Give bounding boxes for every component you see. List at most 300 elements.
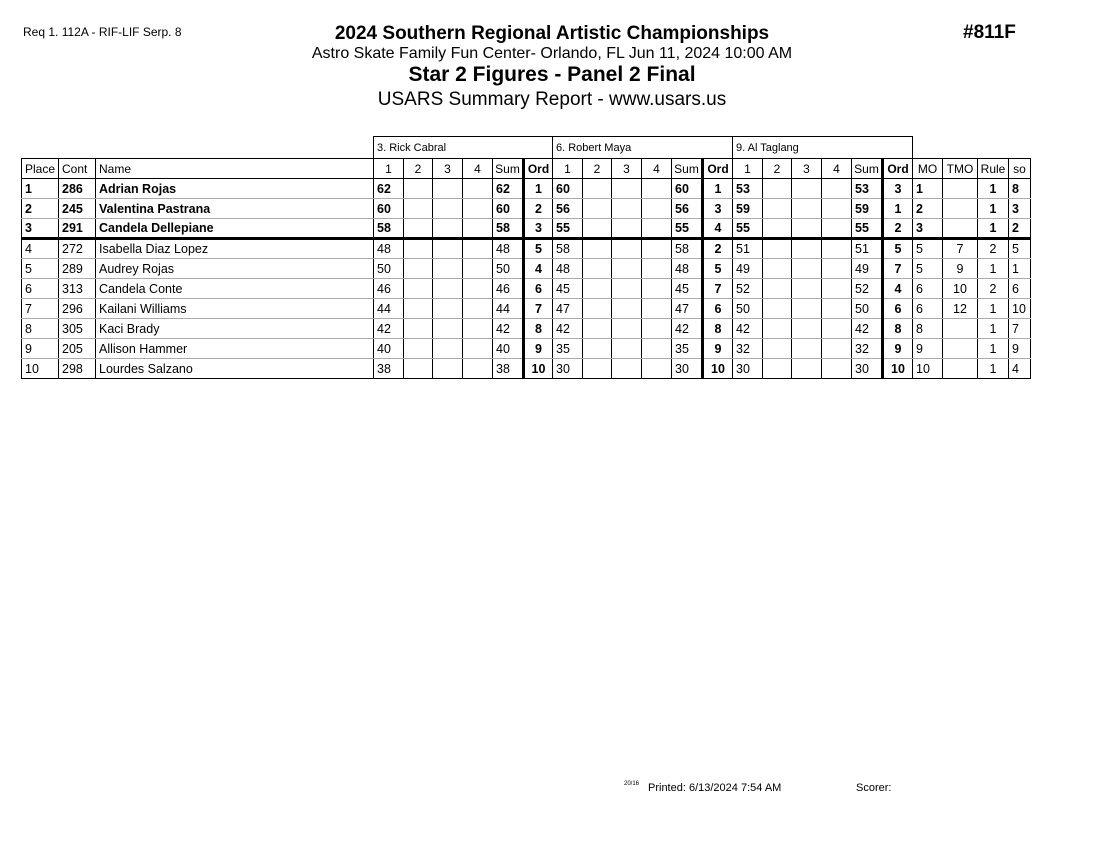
report-line: USARS Summary Report - www.usars.us [377, 89, 727, 110]
score-3-cell [433, 239, 463, 259]
score-3-cell [792, 179, 822, 199]
table-row [22, 179, 1031, 199]
tmo-cell [943, 219, 978, 239]
name-cell: Valentina Pastrana [96, 199, 374, 219]
score-4-cell [463, 179, 493, 199]
score-3-cell [612, 359, 642, 379]
score-4-cell [822, 319, 852, 339]
so-cell: 1 [1009, 259, 1031, 279]
score-2-cell [404, 199, 433, 219]
sum-cell: 52 [852, 279, 883, 299]
score-1-cell: 38 [374, 359, 404, 379]
place-cell: 9 [22, 339, 59, 359]
name-cell: Lourdes Salzano [96, 359, 374, 379]
score-1-cell: 60 [374, 199, 404, 219]
score-3-cell [792, 319, 822, 339]
score-1-cell: 59 [733, 199, 763, 219]
col-score: 2 [404, 159, 433, 179]
ord-cell: 4 [524, 259, 553, 279]
col-ord: Ord [703, 159, 733, 179]
score-4-cell [642, 179, 672, 199]
score-4-cell [642, 199, 672, 219]
sum-cell: 60 [672, 179, 703, 199]
score-3-cell [792, 359, 822, 379]
sum-cell: 59 [852, 199, 883, 219]
score-4-cell [463, 219, 493, 239]
so-cell: 10 [1009, 299, 1031, 319]
footer-code: 20/16 [624, 781, 640, 787]
tmo-cell: 9 [943, 259, 978, 279]
sum-cell: 47 [672, 299, 703, 319]
sum-cell: 48 [672, 259, 703, 279]
ord-cell: 6 [703, 299, 733, 319]
score-2-cell [763, 179, 792, 199]
ord-cell: 1 [883, 199, 913, 219]
score-1-cell: 55 [733, 219, 763, 239]
score-4-cell [463, 239, 493, 259]
tmo-cell [943, 199, 978, 219]
score-1-cell: 44 [374, 299, 404, 319]
ord-cell: 6 [883, 299, 913, 319]
score-3-cell [612, 319, 642, 339]
ord-cell: 8 [703, 319, 733, 339]
score-2-cell [583, 259, 612, 279]
col-score: 3 [792, 159, 822, 179]
sum-cell: 30 [852, 359, 883, 379]
score-4-cell [642, 239, 672, 259]
score-1-cell: 50 [733, 299, 763, 319]
col-score: 2 [763, 159, 792, 179]
place-cell: 4 [22, 239, 59, 259]
score-1-cell: 42 [374, 319, 404, 339]
sum-cell: 40 [493, 339, 524, 359]
place-cell: 8 [22, 319, 59, 339]
ord-cell: 10 [524, 359, 553, 379]
score-2-cell [404, 339, 433, 359]
score-2-cell [763, 339, 792, 359]
name-cell: Kaci Brady [96, 319, 374, 339]
sum-cell: 35 [672, 339, 703, 359]
score-2-cell [763, 219, 792, 239]
score-4-cell [822, 219, 852, 239]
score-1-cell: 35 [553, 339, 583, 359]
ord-cell: 4 [703, 219, 733, 239]
col-sum: Sum [672, 159, 703, 179]
score-2-cell [404, 359, 433, 379]
cont-cell: 272 [59, 239, 96, 259]
score-1-cell: 30 [553, 359, 583, 379]
score-4-cell [463, 319, 493, 339]
col-tmo: TMO [943, 159, 978, 179]
score-2-cell [583, 339, 612, 359]
table-row [22, 359, 1031, 379]
rule-cell: 2 [978, 279, 1009, 299]
score-2-cell [404, 259, 433, 279]
score-2-cell [583, 299, 612, 319]
score-4-cell [463, 199, 493, 219]
tmo-cell [943, 319, 978, 339]
ord-cell: 9 [703, 339, 733, 359]
rule-cell: 1 [978, 259, 1009, 279]
rule-cell: 1 [978, 199, 1009, 219]
score-1-cell: 50 [374, 259, 404, 279]
score-3-cell [612, 199, 642, 219]
score-1-cell: 62 [374, 179, 404, 199]
col-score: 3 [612, 159, 642, 179]
score-3-cell [433, 279, 463, 299]
sum-cell: 58 [493, 219, 524, 239]
tmo-cell [943, 339, 978, 359]
score-3-cell [433, 359, 463, 379]
so-cell: 7 [1009, 319, 1031, 339]
score-3-cell [433, 339, 463, 359]
ord-cell: 2 [883, 219, 913, 239]
place-cell: 6 [22, 279, 59, 299]
score-2-cell [583, 359, 612, 379]
event-name: Star 2 Figures - Panel 2 Final [408, 63, 696, 86]
score-4-cell [642, 359, 672, 379]
so-cell: 4 [1009, 359, 1031, 379]
col-so: so [1009, 159, 1031, 179]
score-4-cell [822, 339, 852, 359]
ord-cell: 5 [883, 239, 913, 259]
place-cell: 7 [22, 299, 59, 319]
rule-cell: 2 [978, 239, 1009, 259]
score-4-cell [642, 259, 672, 279]
score-4-cell [463, 359, 493, 379]
sum-cell: 38 [493, 359, 524, 379]
col-sum: Sum [493, 159, 524, 179]
score-4-cell [822, 179, 852, 199]
mo-cell: 5 [913, 239, 943, 259]
table-row [22, 339, 1031, 359]
cont-cell: 313 [59, 279, 96, 299]
score-2-cell [583, 319, 612, 339]
score-1-cell: 55 [553, 219, 583, 239]
score-3-cell [612, 239, 642, 259]
judge-header-row [22, 137, 1031, 159]
tmo-cell: 7 [943, 239, 978, 259]
so-cell: 8 [1009, 179, 1031, 199]
sum-cell: 50 [493, 259, 524, 279]
score-4-cell [642, 319, 672, 339]
score-1-cell: 48 [553, 259, 583, 279]
mo-cell: 1 [913, 179, 943, 199]
name-cell: Candela Dellepiane [96, 219, 374, 239]
col-rule: Rule [978, 159, 1009, 179]
score-1-cell: 32 [733, 339, 763, 359]
mo-cell: 5 [913, 259, 943, 279]
ord-cell: 10 [883, 359, 913, 379]
place-cell: 10 [22, 359, 59, 379]
score-1-cell: 47 [553, 299, 583, 319]
ord-cell: 7 [883, 259, 913, 279]
col-ord: Ord [883, 159, 913, 179]
rule-cell: 1 [978, 359, 1009, 379]
sum-cell: 62 [493, 179, 524, 199]
col-score: 4 [822, 159, 852, 179]
score-1-cell: 58 [553, 239, 583, 259]
score-1-cell: 45 [553, 279, 583, 299]
score-3-cell [433, 179, 463, 199]
venue-date-line: Astro Skate Family Fun Center- Orlando, FL Jun 11, 2024 10:00 AM [311, 45, 793, 62]
sum-cell: 48 [493, 239, 524, 259]
sum-cell: 42 [852, 319, 883, 339]
score-4-cell [642, 339, 672, 359]
rule-cell: 1 [978, 319, 1009, 339]
score-3-cell [792, 299, 822, 319]
cont-cell: 298 [59, 359, 96, 379]
score-1-cell: 42 [553, 319, 583, 339]
col-mo: MO [913, 159, 943, 179]
cont-cell: 305 [59, 319, 96, 339]
score-2-cell [763, 359, 792, 379]
cont-cell: 289 [59, 259, 96, 279]
tmo-cell: 12 [943, 299, 978, 319]
ord-cell: 7 [524, 299, 553, 319]
col-sum: Sum [852, 159, 883, 179]
name-cell: Adrian Rojas [96, 179, 374, 199]
sum-cell: 58 [672, 239, 703, 259]
score-1-cell: 60 [553, 179, 583, 199]
mo-cell: 2 [913, 199, 943, 219]
score-4-cell [822, 359, 852, 379]
score-2-cell [404, 219, 433, 239]
col-score: 1 [553, 159, 583, 179]
score-4-cell [642, 299, 672, 319]
score-1-cell: 49 [733, 259, 763, 279]
score-1-cell: 40 [374, 339, 404, 359]
place-cell: 5 [22, 259, 59, 279]
score-1-cell: 56 [553, 199, 583, 219]
request-label: Req 1. 112A - RIF-LIF Serp. 8 [23, 25, 182, 39]
score-3-cell [792, 219, 822, 239]
ord-cell: 2 [703, 239, 733, 259]
ord-cell: 3 [524, 219, 553, 239]
cont-cell: 286 [59, 179, 96, 199]
sum-cell: 53 [852, 179, 883, 199]
score-3-cell [792, 199, 822, 219]
col-score: 2 [583, 159, 612, 179]
score-1-cell: 48 [374, 239, 404, 259]
ord-cell: 10 [703, 359, 733, 379]
table-row [22, 219, 1031, 239]
column-header-row [22, 159, 1031, 179]
score-3-cell [612, 299, 642, 319]
score-3-cell [612, 259, 642, 279]
score-2-cell [404, 299, 433, 319]
score-1-cell: 30 [733, 359, 763, 379]
score-1-cell: 51 [733, 239, 763, 259]
competition-title: 2024 Southern Regional Artistic Championships [334, 23, 770, 44]
sum-cell: 30 [672, 359, 703, 379]
ord-cell: 5 [703, 259, 733, 279]
name-cell: Kailani Williams [96, 299, 374, 319]
ord-cell: 9 [524, 339, 553, 359]
ord-cell: 2 [524, 199, 553, 219]
judge-name: 3. Rick Cabral [374, 137, 553, 159]
judge-name: 6. Robert Maya [553, 137, 733, 159]
name-cell: Candela Conte [96, 279, 374, 299]
sum-cell: 42 [493, 319, 524, 339]
place-cell: 2 [22, 199, 59, 219]
ord-cell: 1 [524, 179, 553, 199]
score-3-cell [612, 339, 642, 359]
score-4-cell [642, 219, 672, 239]
tmo-cell [943, 179, 978, 199]
ord-cell: 3 [703, 199, 733, 219]
cont-cell: 205 [59, 339, 96, 359]
score-4-cell [463, 299, 493, 319]
score-4-cell [463, 339, 493, 359]
ord-cell: 1 [703, 179, 733, 199]
event-number: #811F [963, 22, 1016, 43]
so-cell: 9 [1009, 339, 1031, 359]
score-2-cell [404, 239, 433, 259]
name-cell: Isabella Diaz Lopez [96, 239, 374, 259]
score-4-cell [822, 199, 852, 219]
col-score: 1 [733, 159, 763, 179]
score-3-cell [792, 239, 822, 259]
sum-cell: 56 [672, 199, 703, 219]
results-table [21, 136, 1031, 379]
score-3-cell [612, 179, 642, 199]
sum-cell: 60 [493, 199, 524, 219]
score-3-cell [433, 299, 463, 319]
mo-cell: 8 [913, 319, 943, 339]
so-cell: 6 [1009, 279, 1031, 299]
score-1-cell: 58 [374, 219, 404, 239]
name-cell: Allison Hammer [96, 339, 374, 359]
place-cell: 1 [22, 179, 59, 199]
sum-cell: 55 [672, 219, 703, 239]
score-2-cell [763, 279, 792, 299]
score-2-cell [583, 279, 612, 299]
sum-cell: 32 [852, 339, 883, 359]
score-4-cell [463, 279, 493, 299]
tmo-cell: 10 [943, 279, 978, 299]
score-3-cell [792, 259, 822, 279]
ord-cell: 7 [703, 279, 733, 299]
col-score: 4 [463, 159, 493, 179]
col-place: Place [22, 159, 59, 179]
score-2-cell [763, 319, 792, 339]
score-3-cell [433, 199, 463, 219]
table-row [22, 299, 1031, 319]
col-name: Name [96, 159, 374, 179]
judge-name: 9. Al Taglang [733, 137, 913, 159]
sum-cell: 42 [672, 319, 703, 339]
score-2-cell [404, 319, 433, 339]
score-2-cell [404, 179, 433, 199]
rule-cell: 1 [978, 179, 1009, 199]
cont-cell: 245 [59, 199, 96, 219]
score-1-cell: 52 [733, 279, 763, 299]
score-2-cell [763, 199, 792, 219]
ord-cell: 9 [883, 339, 913, 359]
ord-cell: 3 [883, 179, 913, 199]
score-1-cell: 53 [733, 179, 763, 199]
score-2-cell [763, 259, 792, 279]
col-score: 4 [642, 159, 672, 179]
score-2-cell [583, 199, 612, 219]
ord-cell: 5 [524, 239, 553, 259]
sum-cell: 51 [852, 239, 883, 259]
score-1-cell: 42 [733, 319, 763, 339]
sum-cell: 44 [493, 299, 524, 319]
score-2-cell [583, 239, 612, 259]
name-cell: Audrey Rojas [96, 259, 374, 279]
ord-cell: 8 [524, 319, 553, 339]
so-cell: 2 [1009, 219, 1031, 239]
mo-cell: 6 [913, 299, 943, 319]
score-4-cell [822, 279, 852, 299]
ord-cell: 8 [883, 319, 913, 339]
tmo-cell [943, 359, 978, 379]
score-4-cell [642, 279, 672, 299]
rule-cell: 1 [978, 299, 1009, 319]
score-4-cell [822, 299, 852, 319]
so-cell: 3 [1009, 199, 1031, 219]
score-3-cell [612, 219, 642, 239]
cont-cell: 291 [59, 219, 96, 239]
mo-cell: 6 [913, 279, 943, 299]
col-score: 1 [374, 159, 404, 179]
col-cont: Cont [59, 159, 96, 179]
table-row [22, 259, 1031, 279]
mo-cell: 9 [913, 339, 943, 359]
score-2-cell [404, 279, 433, 299]
score-3-cell [433, 319, 463, 339]
sum-cell: 45 [672, 279, 703, 299]
so-cell: 5 [1009, 239, 1031, 259]
score-3-cell [612, 279, 642, 299]
place-cell: 3 [22, 219, 59, 239]
col-ord: Ord [524, 159, 553, 179]
score-2-cell [763, 299, 792, 319]
scorer-label: Scorer: [856, 782, 892, 794]
score-3-cell [792, 279, 822, 299]
table-row [22, 199, 1031, 219]
score-4-cell [822, 239, 852, 259]
score-3-cell [792, 339, 822, 359]
table-row [22, 279, 1031, 299]
table-row [22, 239, 1031, 259]
score-3-cell [433, 219, 463, 239]
rule-cell: 1 [978, 339, 1009, 359]
score-2-cell [583, 179, 612, 199]
mo-cell: 10 [913, 359, 943, 379]
col-score: 3 [433, 159, 463, 179]
printed-timestamp: Printed: 6/13/2024 7:54 AM [648, 782, 782, 794]
sum-cell: 50 [852, 299, 883, 319]
mo-cell: 3 [913, 219, 943, 239]
sum-cell: 49 [852, 259, 883, 279]
cont-cell: 296 [59, 299, 96, 319]
score-4-cell [822, 259, 852, 279]
sum-cell: 55 [852, 219, 883, 239]
score-2-cell [763, 239, 792, 259]
score-4-cell [463, 259, 493, 279]
table-row [22, 319, 1031, 339]
sum-cell: 46 [493, 279, 524, 299]
score-2-cell [583, 219, 612, 239]
ord-cell: 4 [883, 279, 913, 299]
score-1-cell: 46 [374, 279, 404, 299]
rule-cell: 1 [978, 219, 1009, 239]
score-3-cell [433, 259, 463, 279]
ord-cell: 6 [524, 279, 553, 299]
